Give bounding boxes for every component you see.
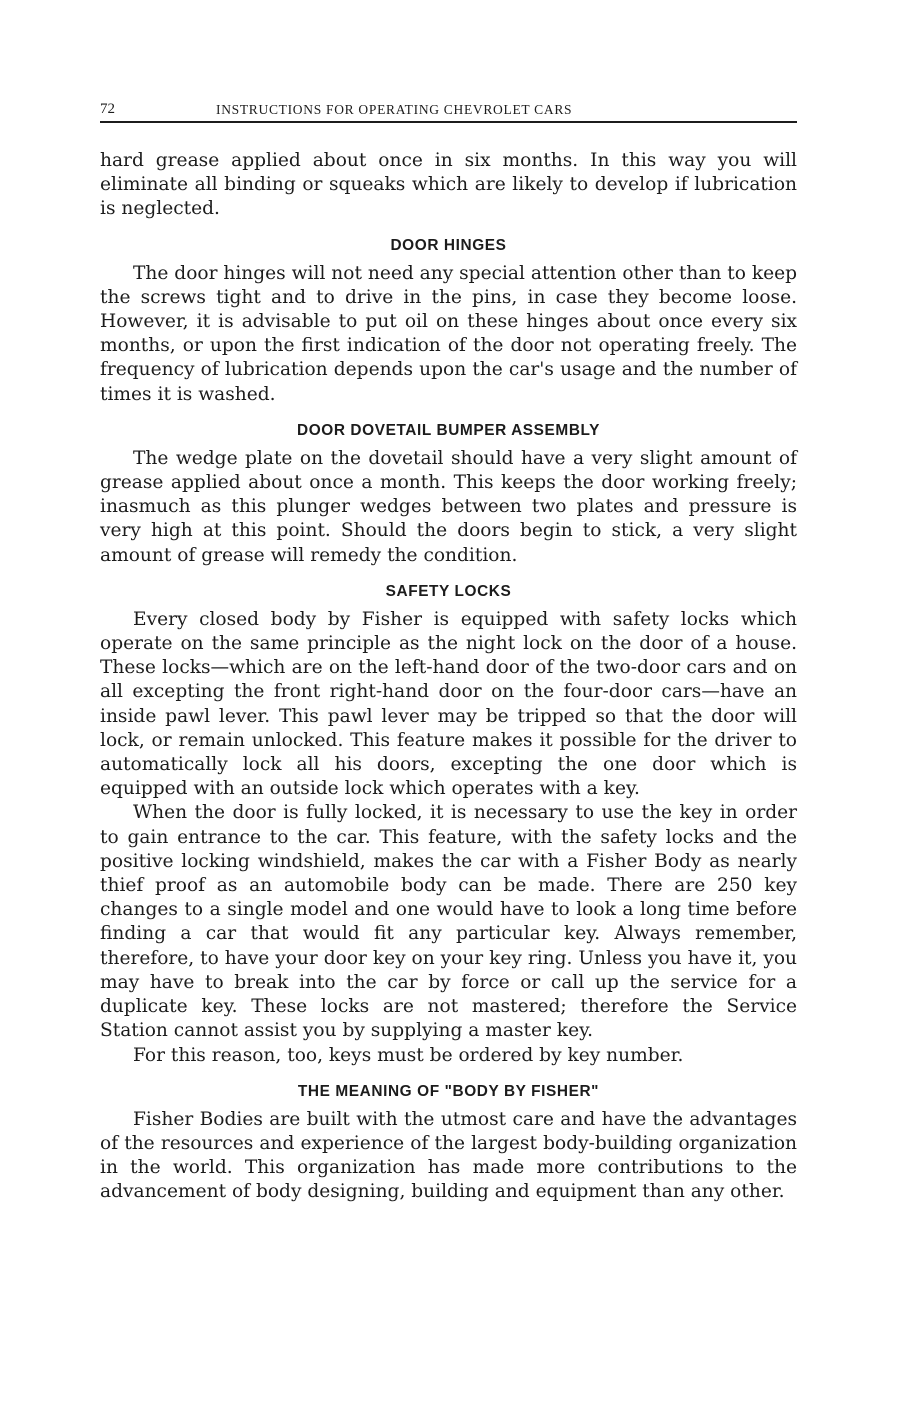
- running-header: [100, 96, 797, 123]
- book-page: [100, 96, 797, 1205]
- paragraph: For this reason, too, keys must be ordered by key number.: [133, 1044, 684, 1066]
- paragraph: The wedge plate on the dovetail should have a very slight amount of grease applied about once a month. This keeps the door working freely; inasmuch as this plunger wedges between two plates and pressure is very high at this point. Should the doors begin to stick, a very slight amount of grease will remedy the condition.: [100, 447, 797, 566]
- paragraph: Every closed body by Fisher is equipped with safety locks which operate on the same principle as the night lock on the door of a house. These locks—which are on the left-hand door of the two-door cars and on all excepting the front right-hand door on the four-door cars—have an inside pawl lever. This pawl lever may be tripped so that the door will lock, or remain unlocked. This feature makes it possible for the driver to automatically lock all his doors, excepting the one door which is equipped with an outside lock which operates with a key.: [100, 608, 797, 800]
- page-number: 72: [100, 101, 115, 117]
- paragraph: Fisher Bodies are built with the utmost care and have the advantages of the resources and experience of the largest body-building organization in the world. This organization has made more contributions to the advancement of body designing, building and equipment than any other.: [100, 1108, 797, 1203]
- section-heading-safety-locks: SAFETY LOCKS: [385, 582, 512, 600]
- page-content: [100, 149, 797, 1205]
- section-heading-body-by-fisher: THE MEANING OF "BODY BY FISHER": [297, 1082, 600, 1100]
- continued-paragraph: hard grease applied about once in six months. In this way you will eliminate all binding or squeaks which are likely to develop if lubrication is neglected.: [100, 150, 797, 220]
- running-title: INSTRUCTIONS FOR OPERATING CHEVROLET CARS: [216, 102, 573, 117]
- section-heading-door-dovetail-bumper: DOOR DOVETAIL BUMPER ASSEMBLY: [296, 421, 600, 439]
- paragraph: The door hinges will not need any special attention other than to keep the screws tight and to drive in the pins, in case they become loose. However, it is advisable to put oil on these hinges about once every six months, or upon the first indication of the door not operating freely. The frequency of lubrication depends upon the car's usage and the number of times it is washed.: [100, 262, 798, 405]
- section-heading-door-hinges: DOOR HINGES: [390, 236, 507, 254]
- paragraph: When the door is fully locked, it is necessary to use the key in order to gain entrance to the car. This feature, with the safety locks and the positive locking windshield, makes the car with a Fisher Body as nearly thief proof as an automobile body can be made. There are 250 key changes to a single model and one would have to look a long time before finding a car that would fit any particular key. Always remember, therefore, to have your door key on your key ring. Unless you have it, you may have to break into the car by force or call up the service for a duplicate key. These locks are not mastered; therefore the Service Station cannot assist you by supplying a master key.: [100, 802, 797, 1042]
